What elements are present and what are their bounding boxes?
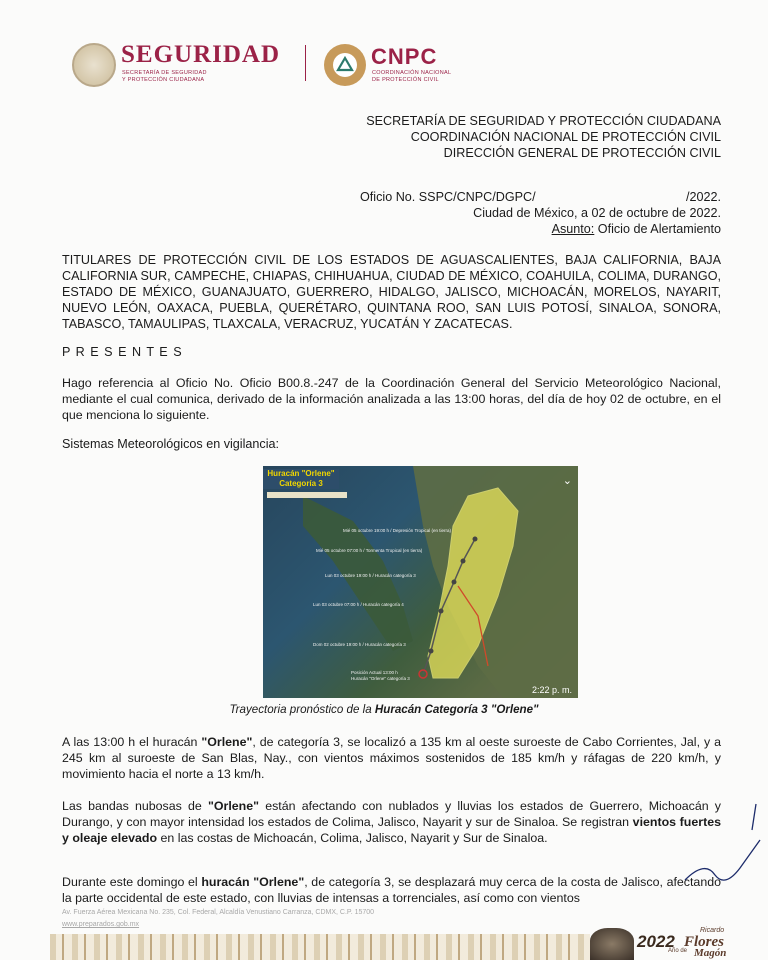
- asunto-label: Asunto:: [551, 222, 595, 236]
- header-line-3: DIRECCIÓN GENERAL DE PROTECCIÓN CIVIL: [443, 146, 721, 160]
- map-label-5: Dom 02 octubre 19:00 h / Huracán categoría 3: [313, 642, 406, 647]
- map-title: Huracán "Orlene" Categoría 3: [263, 469, 339, 489]
- cnpc-seal-icon: [324, 44, 366, 86]
- hurricane-track-map: [263, 466, 578, 698]
- map-logos-strip: [267, 492, 347, 498]
- footer-name-bottom: Magón: [694, 947, 727, 959]
- map-caption: Trayectoria pronóstico de la Huracán Categoría 3 "Orlene": [229, 703, 539, 716]
- footer-name-top: Ricardo: [700, 927, 725, 934]
- oficio-asunto: [552, 222, 721, 236]
- footer-year: 2022: [637, 932, 675, 951]
- signature-mark: [680, 800, 765, 890]
- seguridad-seal-icon: [72, 43, 116, 87]
- footer-anio-de: Año de: [668, 948, 688, 954]
- header-line-1: SECRETARÍA DE SEGURIDAD Y PROTECCIÓN CIUDADANA: [366, 114, 721, 128]
- footer-name-main: Flores: [684, 934, 725, 950]
- footer-website[interactable]: www.preparados.gob.mx: [62, 921, 140, 928]
- map-label-1: Mié 05 octubre 19:00 h / Depresión Tropical (en tierra): [343, 528, 452, 533]
- section-title: Sistemas Meteorológicos en vigilancia:: [62, 437, 279, 451]
- institution-header: [366, 113, 721, 161]
- intro-paragraph: Hago referencia al Oficio No. Oficio B00.8.-247 de la Coordinación General del Servicio Meteorológico Nacional, mediante el cual comunica, derivado de la información analizada a las 13:00 horas, del día de hoy 02 de octubre, en el que menciona lo siguiente.: [62, 376, 721, 422]
- cnpc-logo-subtitle: COORDINACIÓN NACIONAL DE PROTECCIÓN CIVIL: [372, 70, 452, 83]
- chevron-down-icon: ⌄: [562, 475, 572, 487]
- footer-address: Av. Fuerza Aérea Mexicana No. 235, Col. Federal, Alcaldía Venustiano Carranza, CDMX, C.P. 15700: [62, 909, 375, 916]
- recipients: TITULARES DE PROTECCIÓN CIVIL DE LOS ESTADOS DE AGUASCALIENTES, BAJA CALIFORNIA, BAJA CALIFORNIA SUR, CAMPECHE, CHIAPAS, CHIHUAHUA, CIUDAD DE MÉXICO, COAHUILA, COLIMA, DURANGO, ESTADO DE MÉXICO, GUANAJUATO, GUERRERO, HIDALGO, JALISCO, MICHOACÁN, MORELOS, NAYARIT, NUEVO LEÓN, OAXACA, PUEBLA, QUERÉTARO, QUINTANA ROO, SAN LUIS POTOSÍ, SINALOA, SONORA, TABASCO, TAMAULIPAS, TLAXCALA, VERACRUZ, YUCATÁN Y ZACATECAS.: [62, 253, 721, 331]
- seguridad-logo-subtitle: SECRETARÍA DE SEGURIDAD Y PROTECCIÓN CIUDADANA: [122, 70, 207, 83]
- header-line-2: COORDINACIÓN NACIONAL DE PROTECCIÓN CIVIL: [410, 130, 721, 144]
- map-label-3: Lun 03 octubre 19:00 h / Huracán categoría 3: [325, 573, 416, 578]
- paragraph-forecast: Durante este domingo el huracán "Orlene", de categoría 3, se desplazará muy cerca de la costa de Jalisco, afectando la parte occidental de este estado, con lluvias de intensas a torrenciales, así como con vientos: [62, 875, 721, 905]
- oficio-date: Ciudad de México, a 02 de octubre de 2022.: [473, 206, 721, 220]
- logo-divider: [305, 45, 306, 81]
- seguridad-logo-text: SEGURIDAD: [121, 41, 281, 68]
- footer-pattern: [50, 934, 590, 960]
- map-time: 2:22 p. m.: [531, 685, 572, 695]
- presentes: P R E S E N T E S: [62, 345, 183, 359]
- map-graphic: [263, 466, 578, 698]
- oficio-year: /2022.: [685, 190, 721, 204]
- map-label-7: Huracán "Orlene" categoría 3: [351, 676, 410, 681]
- paragraph-location: A las 13:00 h el huracán "Orlene", de categoría 3, se localizó a 135 km al oeste suroeste de Cabo Corrientes, Jal, y a 245 km al suroeste de San Blas, Nay., con vientos máximos sostenidos de 185 km/h y ráfagas de 220 km/h, y movimiento hacia el norte a 13 km/h.: [62, 735, 721, 781]
- map-label-6: Posición Actual 13:00 h: [351, 670, 398, 675]
- paragraph-bands: Las bandas nubosas de "Orlene" están afectando con nublados y lluvias los estados de Guerrero, Michoacán y Durango, y con mayor intensidad los estados de Colima, Jalisco, Nayarit y sur de Sinaloa. Se registran vientos fuertes y oleaje elevado en las costas de Michoacán, Colima, Jalisco, Nayarit y Sur de Sinaloa.: [62, 799, 722, 845]
- map-label-2: Mié 05 octubre 07:00 h / Tormenta Tropical (en tierra): [316, 548, 423, 553]
- asunto-value: Oficio de Alertamiento: [594, 222, 721, 236]
- portrait-icon: [590, 928, 634, 960]
- oficio-number: Oficio No. SSPC/CNPC/DGPC/: [360, 190, 536, 204]
- map-label-4: Lun 03 octubre 07:00 h / Huracán categoría 4: [313, 602, 404, 607]
- cnpc-logo-text: CNPC: [371, 44, 438, 69]
